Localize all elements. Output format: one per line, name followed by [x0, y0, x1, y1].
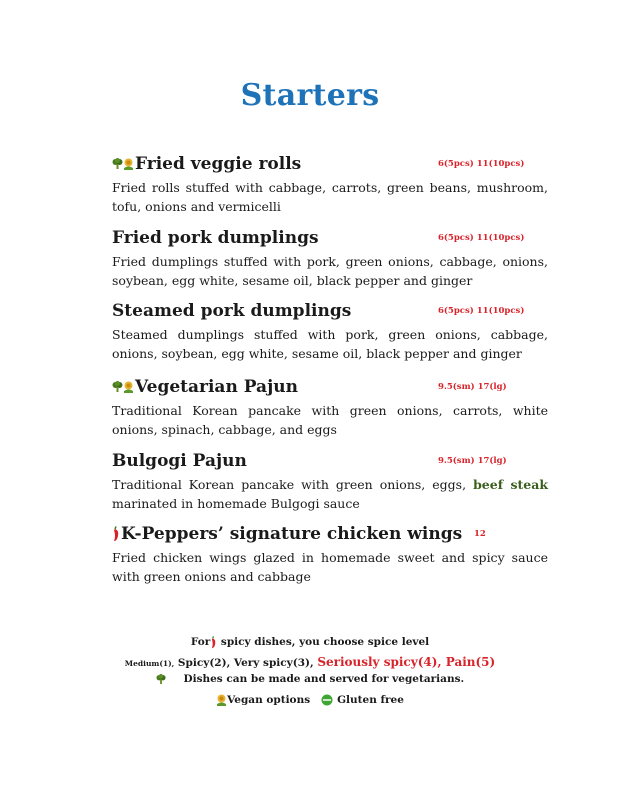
- item-price: 6(5pcs) 11(10pcs): [438, 159, 525, 169]
- menu-item-vegetarian-pajun: [112, 377, 548, 439]
- spice-level-note: For spicy dishes, you choose spice level: [190, 636, 430, 648]
- vegan-icon: [123, 158, 134, 170]
- vegetarian-broccoli-icon: [112, 158, 123, 170]
- gluten-free-icon: [321, 694, 333, 706]
- item-description: Fried chicken wings glazed in homemade sweet and spicy sauce with green onions and cabbage: [112, 550, 548, 584]
- item-price: 6(5pcs) 11(10pcs): [438, 233, 525, 243]
- vegan-icon: [216, 694, 227, 706]
- item-price: 9.5(sm) 17(lg): [438, 382, 507, 392]
- item-name: Vegetarian Pajun: [112, 377, 298, 397]
- legend-row: [0, 694, 620, 706]
- vegan-label: Vegan options: [227, 694, 311, 706]
- vegetarian-broccoli-icon: [112, 381, 123, 393]
- item-price: 6(5pcs) 11(10pcs): [438, 306, 525, 316]
- item-name: K-Peppers’ signature chicken wings: [112, 524, 462, 544]
- item-name: Bulgogi Pajun: [112, 451, 247, 471]
- item-name: Steamed pork dumplings: [112, 301, 352, 321]
- page-title: Starters: [240, 78, 380, 113]
- menu-item-fried-veggie-rolls: [112, 154, 548, 216]
- menu-item-fried-pork-dumplings: [112, 228, 548, 290]
- gluten-free-label: Gluten free: [337, 694, 404, 706]
- item-description: Steamed dumplings stuffed with pork, green onions, cabbage, onions, soybean, egg white, sesame oil, black pepper and ginger: [112, 327, 548, 361]
- item-price: 12: [474, 529, 486, 539]
- item-name: Fried pork dumplings: [112, 228, 319, 248]
- spicy-pepper-icon: [112, 526, 120, 542]
- menu-item-steamed-pork-dumplings: [112, 301, 548, 363]
- item-description: Fried rolls stuffed with cabbage, carrots, green beans, mushroom, tofu, onions and vermicelli: [112, 180, 548, 214]
- item-description: Traditional Korean pancake with green onions, carrots, white onions, spinach, cabbage, and eggs: [112, 403, 548, 437]
- beef-steak-highlight: beef steak: [473, 477, 548, 492]
- menu-item-signature-chicken-wings: [112, 524, 548, 586]
- item-price: 9.5(sm) 17(lg): [438, 456, 507, 466]
- item-name: Fried veggie rolls: [112, 154, 301, 174]
- spice-level-options: Medium(1), Spicy(2), Very spicy(3), Seriously spicy(4), Pain(5): [124, 655, 496, 669]
- item-description: Traditional Korean pancake with green onions, eggs, beef steak marinated in homemade Bulgogi sauce: [112, 477, 548, 511]
- menu-item-bulgogi-pajun: [112, 451, 548, 513]
- vegetarian-broccoli-icon: [156, 674, 166, 685]
- vegan-icon: [123, 381, 134, 393]
- vegetarian-note: Dishes can be made and served for vegetarians.: [0, 673, 620, 685]
- item-description: Fried dumplings stuffed with pork, green onions, cabbage, onions, soybean, egg white, sesame oil, black pepper and ginger: [112, 254, 548, 288]
